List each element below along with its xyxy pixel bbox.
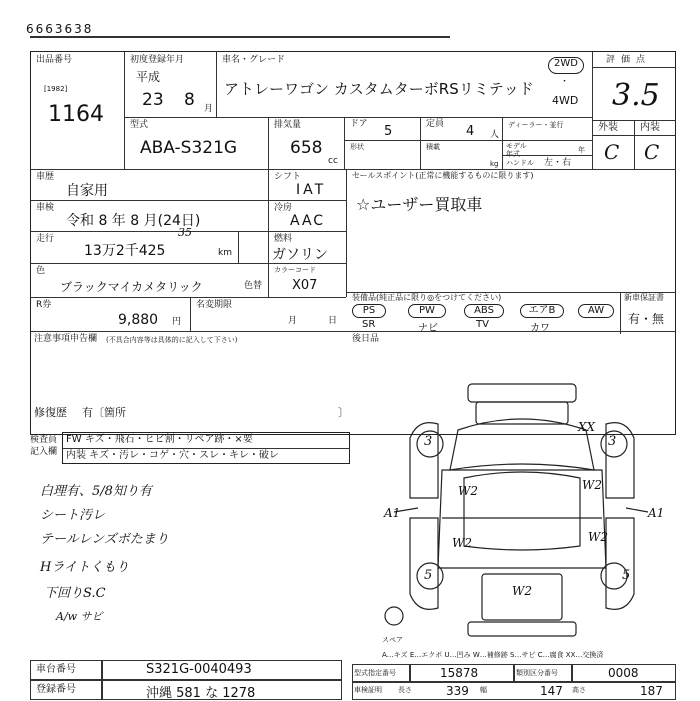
divider <box>216 51 217 117</box>
divider <box>344 117 345 169</box>
mileage-label: 走行 <box>36 234 55 244</box>
notes-small: (不具合内容等は具体的に記入して下さい) <box>106 336 238 344</box>
mark-w2-rear-right: W2 <box>588 530 608 544</box>
capacity-value: 4 <box>466 124 475 139</box>
usage-value: 自家用 <box>66 183 108 199</box>
shape-label: 形状 <box>350 143 364 151</box>
height-value: 187 <box>640 684 663 698</box>
color-code-value: X07 <box>292 278 318 293</box>
handwritten-note-2: シート汚レ <box>40 508 106 523</box>
fuel-label: 燃料 <box>274 234 293 244</box>
divider <box>30 169 676 170</box>
drive-4wd: 4WD <box>552 94 579 107</box>
mark-rear-right: 5 <box>622 568 631 583</box>
chassis-label: 車台番号 <box>36 664 76 675</box>
divider <box>30 297 346 298</box>
handwritten-note-3: テールレンズボたまり <box>40 532 169 547</box>
handwritten-note-5: 下回りS.C <box>44 586 106 601</box>
handwritten-note-4: Hライトくもり <box>40 560 129 575</box>
divider <box>238 231 239 263</box>
dot: ・ <box>560 77 570 87</box>
notes-label: 注意事項申告欄 <box>34 334 98 344</box>
damage-legend: A…キズ E…エクボ U…凹み W…補修跡 S…サビ C…腐食 XX…交換済 <box>382 651 604 659</box>
displacement-label: 排気量 <box>274 120 302 130</box>
mark-rear-left: 5 <box>424 568 433 583</box>
interior-value: C <box>644 140 660 164</box>
mileage-value: 13万2千425 <box>84 243 166 259</box>
handwritten-note-6: A/w サビ <box>56 610 103 623</box>
divider <box>190 297 191 331</box>
mark-w2-front-right: W2 <box>582 478 602 492</box>
mark-w2-rear-left: W2 <box>452 536 472 550</box>
inspect-row2: 内装 キズ・汚レ・コゲ・穴・スレ・キレ・破レ <box>66 450 279 461</box>
width-value: 147 <box>540 684 563 698</box>
shift-label: シフト <box>274 172 302 182</box>
divider <box>592 51 593 169</box>
displacement-value: 658 <box>290 138 323 158</box>
car-name: アトレーワゴン カスタムターボRSリミテッド <box>224 80 534 98</box>
divider <box>62 448 350 449</box>
model-value: ABA-S321G <box>140 138 238 158</box>
reg-value: 沖縄 581 な 1278 <box>146 686 256 701</box>
divider <box>344 140 592 141</box>
interior-label: 内装 <box>640 122 660 133</box>
type-spec-label: 型式指定番号 <box>354 669 396 677</box>
mark-front-left: 3 <box>424 434 433 449</box>
capacity-label: 定員 <box>426 119 445 129</box>
color-change-label: 色替 <box>244 281 263 291</box>
divider <box>420 117 421 169</box>
category-value: 0008 <box>608 666 639 680</box>
recycle-value: 9,880 <box>118 312 159 328</box>
color-value: ブラックマイカメタリック <box>60 280 203 294</box>
color-label: 色 <box>36 266 46 276</box>
divider <box>502 155 592 156</box>
divider <box>124 117 592 118</box>
inspection-label: 車検 <box>36 203 55 213</box>
lot-small: [1982] <box>44 85 68 93</box>
reg-label: 登録番号 <box>36 684 76 695</box>
type-spec-value: 15878 <box>440 666 479 680</box>
equip-pw: PW <box>408 304 446 318</box>
car-damage-diagram <box>380 378 670 638</box>
first-reg-month: 8 <box>184 90 195 110</box>
mileage-correction: 35 <box>178 226 192 239</box>
doors-label: ドア <box>350 119 368 129</box>
divider <box>268 117 269 169</box>
divider <box>30 331 676 332</box>
recycle-unit: 円 <box>172 317 182 327</box>
divider <box>346 169 347 297</box>
inspector-label: 検査員記入欄 <box>30 435 58 457</box>
lot-label: 出品番号 <box>36 55 73 65</box>
length-label: 長さ <box>398 686 412 694</box>
mark-a1-right: A1 <box>648 506 665 520</box>
name-change-month: 月 <box>288 316 298 326</box>
equip-navi: ナビ <box>418 323 438 334</box>
divider <box>268 169 269 297</box>
equip-ps: PS <box>352 304 386 318</box>
exterior-label: 外装 <box>598 122 618 133</box>
first-reg-year: 23 <box>142 90 164 110</box>
equip-leather: カワ <box>530 323 550 334</box>
spare-label: スペア <box>382 636 403 644</box>
header-rule <box>30 36 450 38</box>
model-year-label: モデル年式 <box>506 142 527 158</box>
mark-a1-left: A1 <box>384 506 401 520</box>
era: 平成 <box>136 70 161 84</box>
sales-point-value: ☆ユーザー買取車 <box>356 195 483 214</box>
car-name-label: 車名・グレード <box>222 55 286 65</box>
score-value: 3.5 <box>612 78 660 113</box>
length-value: 339 <box>446 684 469 698</box>
warranty-value: 有・無 <box>628 312 665 326</box>
after-install-label: 後日品 <box>352 334 380 344</box>
aircon-label: 冷房 <box>274 203 293 213</box>
divider <box>124 51 125 169</box>
recycle-label: R券 <box>36 300 52 310</box>
aircon-value: AAC <box>290 213 326 229</box>
model-label: 型式 <box>130 120 149 130</box>
height-label: 高さ <box>572 686 586 694</box>
divider <box>502 117 503 169</box>
load-label: 積載 <box>426 143 440 151</box>
name-change-day: 日 <box>328 316 338 326</box>
name-change-label: 名変期限 <box>196 300 233 310</box>
inspection-value: 令和 8 年 8 月(24日) <box>66 213 201 229</box>
chassis-value: S321G-0040493 <box>146 662 252 677</box>
equip-aw: AW <box>578 304 614 318</box>
repair-close: 〕 <box>338 406 349 419</box>
category-label: 類別区分番号 <box>516 669 558 677</box>
divider <box>592 135 676 136</box>
first-reg-label: 初度登録年月 <box>130 55 185 65</box>
equip-sr: SR <box>362 319 376 330</box>
warranty-label: 新車保証書 <box>624 293 664 302</box>
dealer-label: ディーラー・並行 <box>508 121 564 129</box>
handwritten-note-1: 白理有、5/8知り有 <box>40 484 152 499</box>
divider <box>634 120 635 169</box>
divider <box>30 263 346 264</box>
equip-tv: TV <box>476 319 489 330</box>
divider <box>592 67 676 68</box>
lot-number: 1164 <box>48 102 104 127</box>
drive-2wd: 2WD <box>548 57 584 74</box>
width-label: 幅 <box>480 686 487 694</box>
header-number: 6663638 <box>26 22 94 36</box>
score-label: 評価点 <box>606 55 652 65</box>
cert-label: 車検証明 <box>354 686 382 694</box>
equip-airbag: エアB <box>520 304 564 318</box>
doors-value: 5 <box>384 124 393 139</box>
displacement-unit: cc <box>328 156 338 166</box>
mileage-unit: km <box>218 248 232 258</box>
equip-abs: ABS <box>464 304 504 318</box>
repair-value: 有〔箇所 <box>82 406 126 419</box>
sales-point-label: セールスポイント(正常に機能するものに限ります) <box>352 171 534 180</box>
mark-w2-front-left: W2 <box>458 484 478 498</box>
shift-value: IAT <box>296 182 327 198</box>
load-unit: kg <box>490 160 499 168</box>
year-unit: 年 <box>578 146 585 154</box>
month-unit: 月 <box>204 104 214 114</box>
exterior-value: C <box>604 140 620 164</box>
fuel-value: ガソリン <box>272 247 328 263</box>
handle-label: ハンドル <box>506 159 534 167</box>
repair-label: 修復歴 <box>34 406 67 419</box>
divider <box>620 292 621 334</box>
color-code-label: カラーコード <box>274 266 316 274</box>
usage-label: 車歴 <box>36 172 55 182</box>
divider <box>30 200 346 201</box>
inspect-row1: FW キズ・飛石・ヒビ割・リペア跡・×要 <box>66 434 253 445</box>
mark-xx: XX <box>578 420 596 434</box>
mark-w2-rear: W2 <box>512 584 532 598</box>
handle-value: 左・右 <box>544 158 572 168</box>
mark-front-right: 3 <box>608 434 617 449</box>
equipment-label: 装備品(純正品に限り◎をつけてください) <box>352 293 502 302</box>
capacity-unit: 人 <box>490 130 500 140</box>
